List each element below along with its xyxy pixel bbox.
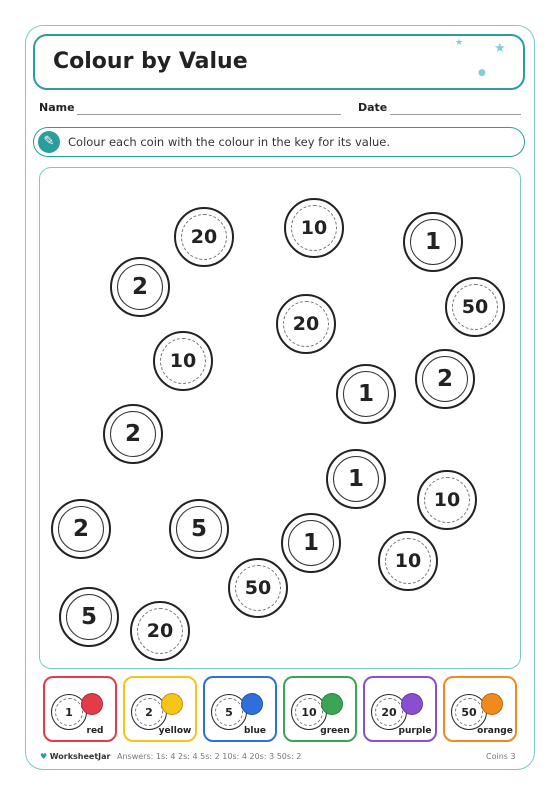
coin-value: 10 [291,205,337,251]
page-title: Colour by Value [53,49,248,74]
coin-value: 20 [181,214,227,260]
coin[interactable] [169,499,229,559]
coin-value: 50 [235,565,281,611]
instruction-box [33,127,525,157]
coin-value: 50 [452,284,498,330]
coin[interactable] [445,277,505,337]
coin-value: 2 [110,411,156,457]
colour-swatch [161,693,183,715]
colour-swatch [241,693,263,715]
star-icon: ★ [494,41,506,56]
coin[interactable] [174,207,234,267]
key-colour-name: red [86,726,104,736]
key-colour-name: blue [243,726,267,736]
colour-swatch [481,693,503,715]
key-card-10 [283,676,357,742]
key-coin-value: 10 [295,698,323,726]
coin-value: 10 [424,477,470,523]
key-card-50 [443,676,517,742]
star-icon: ★ [455,38,464,48]
coin[interactable] [281,513,341,573]
key-coin-value: 5 [215,698,243,726]
key-card-1 [43,676,117,742]
key-coin-value: 2 [135,698,163,726]
pencil-icon: ✎ [38,131,60,153]
coin[interactable] [59,587,119,647]
coin-value: 2 [117,264,163,310]
brand-name: WorksheetJar [49,752,111,761]
dot-icon: ● [478,68,486,78]
coin[interactable] [228,558,288,618]
colour-swatch [81,693,103,715]
coin-value: 20 [137,608,183,654]
coin[interactable] [51,499,111,559]
footer-brand [40,752,110,761]
coin-value: 5 [176,506,222,552]
date-label: Date [358,101,388,114]
key-colour-name: yellow [158,726,192,736]
key-colour-name: green [320,726,350,736]
coin[interactable] [415,349,475,409]
coin[interactable] [403,212,463,272]
coin-value: 10 [385,538,431,584]
key-card-5 [203,676,277,742]
coin[interactable] [276,294,336,354]
key-card-2 [123,676,197,742]
coin[interactable] [417,470,477,530]
coin[interactable] [336,364,396,424]
instruction-text: Colour each coin with the colour in the key for its value. [68,135,391,149]
title-banner [33,34,525,90]
colour-swatch [401,693,423,715]
coin[interactable] [378,531,438,591]
coin-value: 1 [288,520,334,566]
colour-swatch [321,693,343,715]
coin-value: 20 [283,301,329,347]
coin[interactable] [153,331,213,391]
name-field[interactable] [77,114,341,115]
coin[interactable] [326,449,386,509]
coin-value: 1 [410,219,456,265]
name-label: Name [39,101,75,114]
coin-value: 2 [422,356,468,402]
coin-value: 2 [58,506,104,552]
answer-key: Answers: 1s: 4 2s: 4 5s: 2 10s: 4 20s: 3 50s: 2 [117,752,302,761]
key-coin-value: 20 [375,698,403,726]
page-label: Coins 3 [486,752,516,761]
key-coin-value: 50 [455,698,483,726]
key-coin-value: 1 [55,698,83,726]
key-card-20 [363,676,437,742]
coin[interactable] [284,198,344,258]
coin[interactable] [130,601,190,661]
coin[interactable] [110,257,170,317]
coin-value: 10 [160,338,206,384]
coin-value: 1 [343,371,389,417]
date-field[interactable] [390,114,521,115]
heart-icon: ♥ [40,752,48,761]
coin[interactable] [103,404,163,464]
coin-value: 5 [66,594,112,640]
coin-value: 1 [333,456,379,502]
key-colour-name: orange [477,726,513,736]
key-colour-name: purple [398,726,432,736]
